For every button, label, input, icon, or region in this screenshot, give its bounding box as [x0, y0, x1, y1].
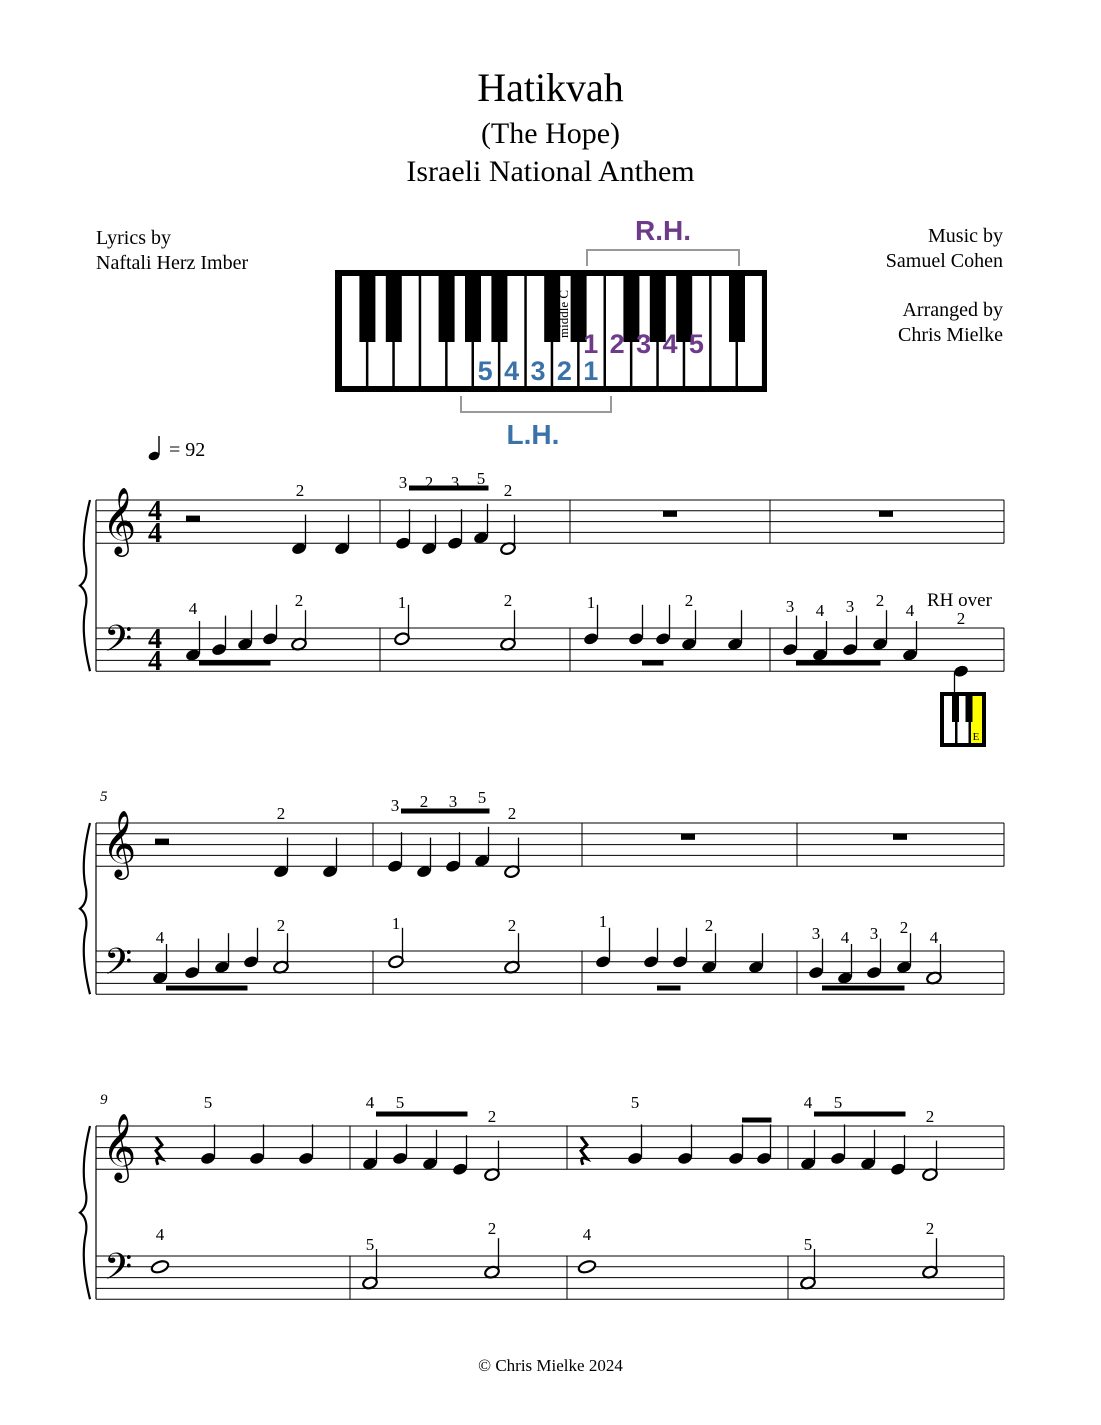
- note-head: [262, 632, 279, 646]
- grand-staff-brace: [80, 500, 90, 671]
- note-head: [643, 955, 660, 969]
- whole-rest: [663, 511, 677, 517]
- rh-finger-number: 1: [583, 329, 599, 359]
- fingering-number: 2: [507, 916, 517, 935]
- note-head: [866, 966, 883, 980]
- note-beam: [822, 986, 905, 991]
- arranged-label: Arranged by: [902, 299, 1003, 321]
- note-head: [583, 632, 600, 646]
- treble-clef-icon: 𝄞: [102, 1114, 137, 1179]
- bass-clef-icon: 𝄢: [104, 619, 133, 668]
- note-beam: [742, 1118, 772, 1123]
- fingering-number: 5: [395, 1093, 405, 1112]
- measure-number: 9: [100, 1092, 108, 1108]
- music-label: Music by: [928, 225, 1003, 247]
- note-beam: [814, 1112, 906, 1117]
- fingering-number: 2: [276, 916, 286, 935]
- note-head: [395, 536, 412, 550]
- note-beam: [657, 986, 681, 991]
- piece-subtitle: (The Hope): [480, 117, 621, 150]
- note-head: [388, 955, 405, 969]
- fingering-number: 4: [929, 928, 939, 947]
- fingering-number: 2: [704, 916, 714, 935]
- fingering-number: 5: [630, 1093, 640, 1112]
- bass-clef-icon: 𝄢: [104, 1247, 133, 1296]
- rh-finger-number: 2: [609, 329, 625, 359]
- piece-subtitle-2: Israeli National Anthem: [406, 155, 695, 188]
- note-head: [628, 632, 645, 646]
- fingering-number: 1: [598, 912, 608, 931]
- lh-finger-number: 5: [477, 356, 493, 386]
- note-head: [249, 1151, 266, 1165]
- music-system: [80, 1092, 1004, 1299]
- note-head: [595, 955, 612, 969]
- note-head: [387, 859, 404, 873]
- rh-finger-number: 4: [662, 329, 678, 359]
- note-beam: [401, 809, 490, 814]
- fingering-number: 4: [365, 1093, 375, 1112]
- fingering-number: 5: [203, 1093, 213, 1112]
- whole-rest: [879, 511, 893, 517]
- key-hint-label: E: [972, 731, 980, 743]
- note-head: [677, 1151, 694, 1165]
- fingering-number: 2: [503, 591, 513, 610]
- lyrics-label: Lyrics by: [96, 227, 171, 249]
- time-signature: 4: [148, 646, 162, 677]
- fingering-number: 4: [582, 1225, 592, 1244]
- lyricist-name: Naftali Herz Imber: [96, 252, 249, 274]
- tempo-value: = 92: [169, 439, 206, 461]
- fingering-number: 5: [476, 469, 486, 488]
- half-rest: [155, 839, 169, 845]
- fingering-number: 4: [905, 601, 915, 620]
- fingering-number: 3: [869, 924, 879, 943]
- fingering-number: 2: [875, 591, 885, 610]
- note-head: [655, 632, 672, 646]
- copyright-footer: © Chris Mielke 2024: [478, 1356, 623, 1375]
- fingering-number: 4: [188, 599, 198, 618]
- lh-label: L.H.: [506, 419, 560, 450]
- fingering-number: 3: [448, 792, 458, 811]
- time-signature: 4: [148, 496, 162, 527]
- fingering-number: 3: [845, 597, 855, 616]
- fingering-number: 2: [956, 609, 966, 628]
- middle-c-label: middle C: [556, 289, 571, 338]
- bass-clef-icon: 𝄢: [104, 942, 133, 991]
- note-head: [445, 859, 462, 873]
- whole-rest: [893, 834, 907, 840]
- note-head: [243, 955, 260, 969]
- fingering-number: 2: [507, 804, 517, 823]
- lh-finger-number: 1: [583, 356, 599, 386]
- fingering-number: 3: [390, 796, 400, 815]
- fingering-number: 2: [294, 591, 304, 610]
- fingering-number: 2: [276, 804, 286, 823]
- note-head: [447, 536, 464, 550]
- treble-clef-icon: 𝄞: [102, 488, 137, 553]
- rh-finger-number: 5: [688, 329, 704, 359]
- rh-finger-number: 3: [636, 329, 652, 359]
- fingering-number: 4: [155, 1225, 165, 1244]
- piece-title: Hatikvah: [477, 65, 624, 110]
- fingering-number: 2: [684, 591, 694, 610]
- fingering-number: 4: [155, 928, 165, 947]
- fingering-number: 1: [397, 593, 407, 612]
- note-beam: [166, 986, 248, 991]
- key-hint-icon: [940, 692, 986, 747]
- measure-number: 5: [100, 789, 108, 805]
- fingering-number: 5: [365, 1235, 375, 1254]
- whole-rest: [681, 834, 695, 840]
- note-head: [842, 643, 859, 657]
- note-head: [394, 632, 411, 646]
- note-head: [756, 1151, 773, 1165]
- fingering-number: 4: [803, 1093, 813, 1112]
- fingering-number: 3: [785, 597, 795, 616]
- note-head: [782, 643, 799, 657]
- fingering-number: 1: [391, 914, 401, 933]
- fingering-number: 2: [899, 918, 909, 937]
- note-head: [627, 1151, 644, 1165]
- note-beam: [642, 661, 664, 666]
- note-head: [211, 643, 228, 657]
- arranger-name: Chris Mielke: [898, 324, 1003, 346]
- note-head: [150, 1259, 169, 1274]
- note-beam: [796, 661, 881, 666]
- fingering-number: 2: [925, 1219, 935, 1238]
- fingering-number: 2: [295, 481, 305, 500]
- lh-finger-number: 4: [504, 356, 520, 386]
- fingering-number: 2: [419, 792, 429, 811]
- time-signature: 4: [148, 518, 162, 549]
- fingering-number: 2: [487, 1219, 497, 1238]
- rh-label: R.H.: [635, 215, 691, 246]
- note-head: [808, 966, 825, 980]
- note-head: [890, 1162, 907, 1176]
- fingering-number: 2: [487, 1107, 497, 1126]
- note-head: [953, 664, 970, 678]
- note-head: [830, 1151, 847, 1165]
- key-hint-black-key: [952, 696, 959, 722]
- fingering-number: 5: [833, 1093, 843, 1112]
- rh-over-annotation: RH over: [927, 590, 992, 611]
- quarter-rest: [581, 1137, 587, 1165]
- note-head: [452, 1162, 469, 1176]
- fingering-number: 2: [503, 481, 513, 500]
- grand-staff-brace: [80, 823, 90, 994]
- note-beam: [199, 661, 271, 666]
- note-head: [392, 1151, 409, 1165]
- fingering-number: 1: [586, 593, 596, 612]
- note-head: [672, 955, 689, 969]
- fingering-number: 2: [424, 473, 434, 492]
- fingering-number: 4: [815, 601, 825, 620]
- half-rest: [186, 516, 200, 522]
- fingering-number: 5: [803, 1235, 813, 1254]
- note-head: [577, 1259, 596, 1274]
- fingering-number: 5: [477, 788, 487, 807]
- composer-name: Samuel Cohen: [885, 250, 1003, 272]
- time-signature: 4: [148, 624, 162, 655]
- key-hint-black-key: [966, 696, 973, 722]
- note-beam: [376, 1112, 468, 1117]
- fingering-number: 3: [450, 473, 460, 492]
- fingering-number: 3: [811, 924, 821, 943]
- fingering-number: 4: [840, 928, 850, 947]
- treble-clef-icon: 𝄞: [102, 811, 137, 876]
- lh-finger-number: 3: [530, 356, 546, 386]
- grand-staff-brace: [80, 1126, 90, 1299]
- lh-finger-number: 2: [556, 356, 572, 386]
- note-head: [728, 1151, 745, 1165]
- note-head: [200, 1151, 217, 1165]
- fingering-number: 3: [398, 473, 408, 492]
- quarter-rest: [156, 1137, 162, 1165]
- note-head: [298, 1151, 315, 1165]
- fingering-number: 2: [925, 1107, 935, 1126]
- note-head: [184, 966, 201, 980]
